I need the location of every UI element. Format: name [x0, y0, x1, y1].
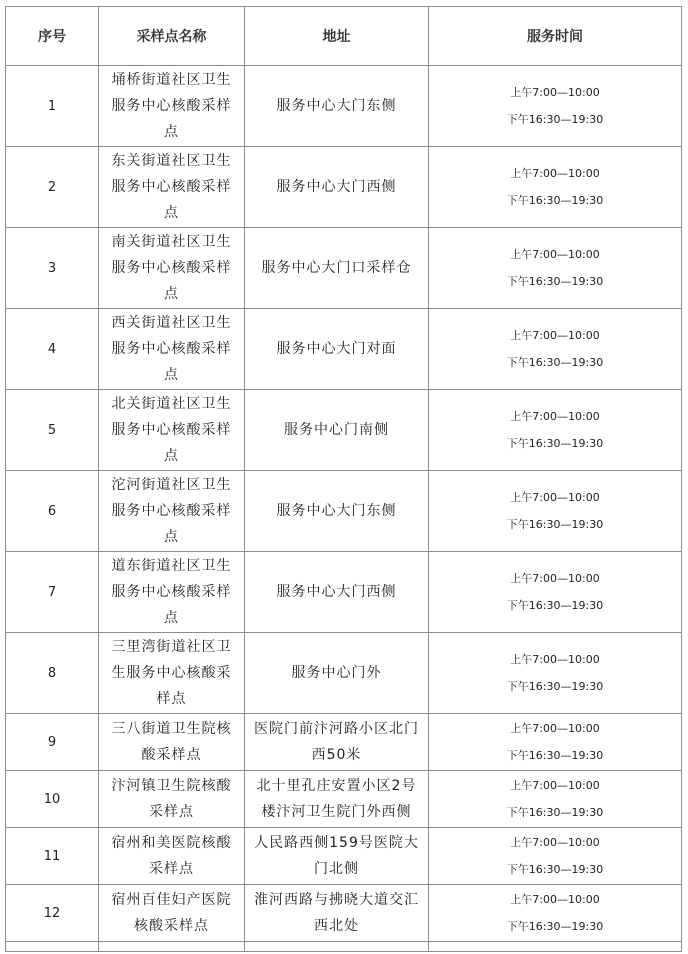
time-morning: 上午7:00—10:00	[510, 329, 600, 342]
time-afternoon: 下午16:30—19:30	[506, 920, 604, 933]
row-service-time	[429, 714, 682, 771]
row-index: 8	[6, 633, 99, 714]
partial-cell	[429, 942, 682, 952]
time-afternoon: 下午16:30—19:30	[506, 275, 604, 288]
row-index: 9	[6, 714, 99, 771]
row-site-name: 道东街道社区卫生服务中心核酸采样点	[99, 552, 245, 633]
row-site-name: 北关街道社区卫生服务中心核酸采样点	[99, 390, 245, 471]
time-morning: 上午7:00—10:00	[510, 836, 600, 849]
time-morning: 上午7:00—10:00	[510, 779, 600, 792]
time-afternoon: 下午16:30—19:30	[506, 680, 604, 693]
table-row	[6, 66, 682, 147]
row-index: 4	[6, 309, 99, 390]
row-site-name: 宿州和美医院核酸采样点	[99, 828, 245, 885]
table-row	[6, 885, 682, 942]
row-address: 服务中心大门东侧	[245, 471, 429, 552]
time-morning: 上午7:00—10:00	[510, 572, 600, 585]
time-morning: 上午7:00—10:00	[510, 653, 600, 666]
partial-cell	[6, 942, 99, 952]
row-service-time	[429, 771, 682, 828]
row-service-time	[429, 885, 682, 942]
header-time: 服务时间	[429, 7, 682, 66]
row-service-time	[429, 633, 682, 714]
time-morning: 上午7:00—10:00	[510, 491, 600, 504]
header-row	[6, 7, 682, 66]
row-index: 1	[6, 66, 99, 147]
table-row	[6, 771, 682, 828]
row-index: 2	[6, 147, 99, 228]
row-address: 服务中心门外	[245, 633, 429, 714]
row-address: 服务中心大门口采样仓	[245, 228, 429, 309]
time-afternoon: 下午16:30—19:30	[506, 194, 604, 207]
row-index: 10	[6, 771, 99, 828]
row-address: 服务中心大门对面	[245, 309, 429, 390]
table-row	[6, 471, 682, 552]
row-service-time	[429, 309, 682, 390]
row-service-time	[429, 66, 682, 147]
row-site-name: 南关街道社区卫生服务中心核酸采样点	[99, 228, 245, 309]
row-index: 6	[6, 471, 99, 552]
row-site-name: 汴河镇卫生院核酸采样点	[99, 771, 245, 828]
row-site-name: 宿州百佳妇产医院核酸采样点	[99, 885, 245, 942]
row-site-name: 沱河街道社区卫生服务中心核酸采样点	[99, 471, 245, 552]
table-row	[6, 552, 682, 633]
row-site-name: 三里湾街道社区卫生服务中心核酸采样点	[99, 633, 245, 714]
row-address: 人民路西侧159号医院大门北侧	[245, 828, 429, 885]
table-row	[6, 228, 682, 309]
row-address: 服务中心大门西侧	[245, 552, 429, 633]
row-site-name: 西关街道社区卫生服务中心核酸采样点	[99, 309, 245, 390]
time-morning: 上午7:00—10:00	[510, 410, 600, 423]
row-address: 服务中心大门东侧	[245, 66, 429, 147]
row-service-time	[429, 228, 682, 309]
table-row	[6, 390, 682, 471]
time-afternoon: 下午16:30—19:30	[506, 806, 604, 819]
time-afternoon: 下午16:30—19:30	[506, 356, 604, 369]
row-index: 11	[6, 828, 99, 885]
table-row	[6, 309, 682, 390]
table-row-partial	[6, 942, 682, 952]
time-morning: 上午7:00—10:00	[510, 893, 600, 906]
row-service-time	[429, 390, 682, 471]
time-morning: 上午7:00—10:00	[510, 248, 600, 261]
time-afternoon: 下午16:30—19:30	[506, 599, 604, 612]
time-morning: 上午7:00—10:00	[510, 722, 600, 735]
table-row	[6, 828, 682, 885]
row-index: 7	[6, 552, 99, 633]
time-afternoon: 下午16:30—19:30	[506, 437, 604, 450]
time-afternoon: 下午16:30—19:30	[506, 749, 604, 762]
row-address: 医院门前汴河路小区北门西50米	[245, 714, 429, 771]
header-name: 采样点名称	[99, 7, 245, 66]
time-morning: 上午7:00—10:00	[510, 86, 600, 99]
time-morning: 上午7:00—10:00	[510, 167, 600, 180]
row-site-name: 东关街道社区卫生服务中心核酸采样点	[99, 147, 245, 228]
row-site-name: 埇桥街道社区卫生服务中心核酸采样点	[99, 66, 245, 147]
row-address: 淮河西路与拂晓大道交汇西北处	[245, 885, 429, 942]
row-service-time	[429, 552, 682, 633]
row-service-time	[429, 471, 682, 552]
row-service-time	[429, 147, 682, 228]
table-row	[6, 714, 682, 771]
row-address: 服务中心大门西侧	[245, 147, 429, 228]
row-index: 12	[6, 885, 99, 942]
time-afternoon: 下午16:30—19:30	[506, 518, 604, 531]
table-row	[6, 633, 682, 714]
row-index: 3	[6, 228, 99, 309]
table-row	[6, 147, 682, 228]
header-address: 地址	[245, 7, 429, 66]
row-service-time	[429, 828, 682, 885]
row-address: 服务中心门南侧	[245, 390, 429, 471]
row-index: 5	[6, 390, 99, 471]
header-index: 序号	[6, 7, 99, 66]
time-afternoon: 下午16:30—19:30	[506, 113, 604, 126]
sampling-sites-table	[5, 6, 682, 952]
row-address: 北十里孔庄安置小区2号楼汴河卫生院门外西侧	[245, 771, 429, 828]
row-site-name: 三八街道卫生院核酸采样点	[99, 714, 245, 771]
partial-cell	[245, 942, 429, 952]
partial-cell	[99, 942, 245, 952]
time-afternoon: 下午16:30—19:30	[506, 863, 604, 876]
